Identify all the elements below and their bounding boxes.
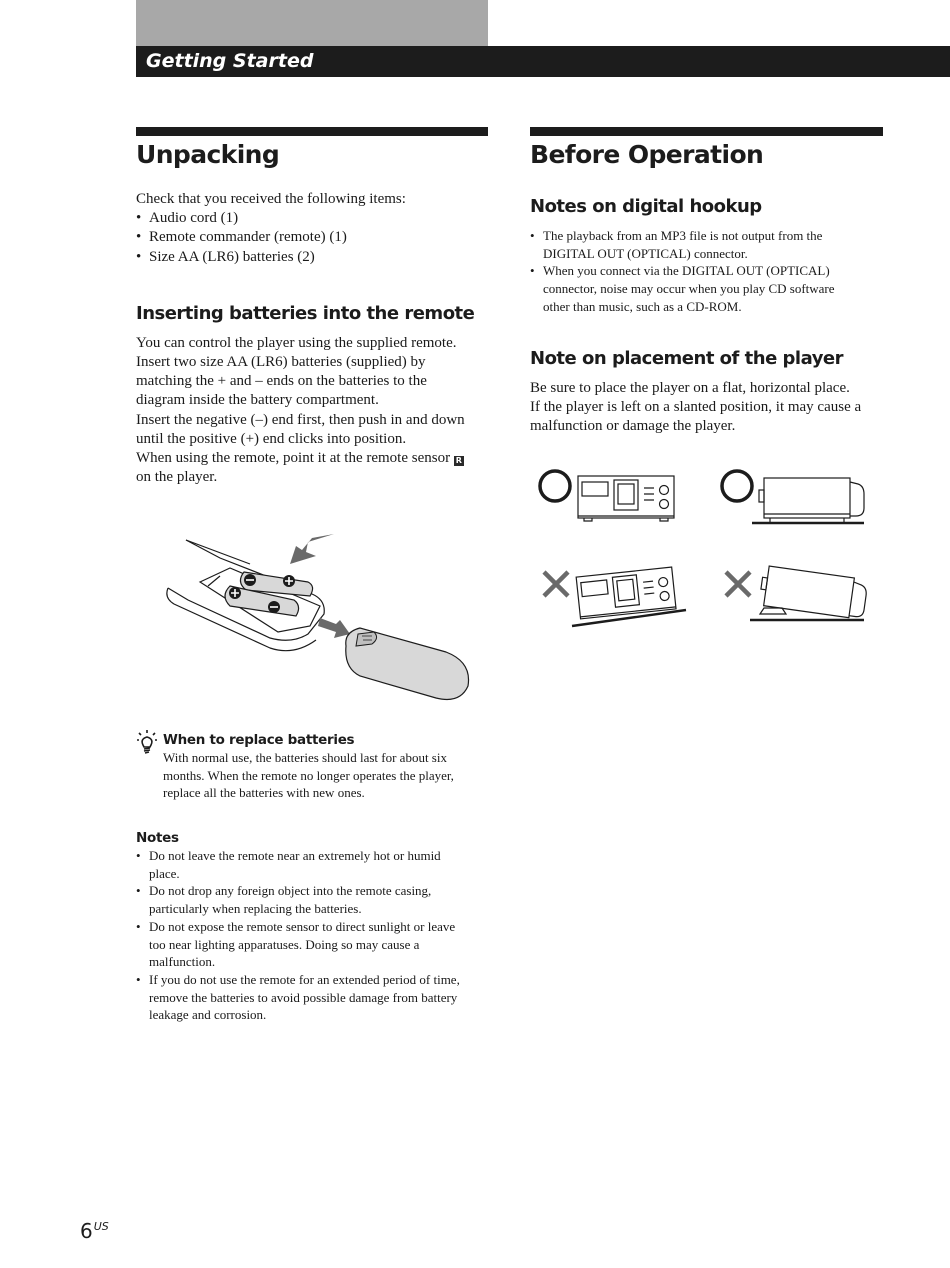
list-item	[136, 882, 488, 917]
text-line: until the positive (+) end clicks into position.	[136, 430, 407, 447]
unpacking-title: Unpacking	[136, 140, 280, 169]
player-side-tilted	[759, 565, 869, 619]
list-item	[136, 847, 488, 882]
left-column	[136, 127, 488, 487]
tip-body	[163, 749, 488, 802]
text-line: Be sure to place the player on a flat, horizontal place.	[530, 379, 850, 396]
unpacking-list	[136, 209, 488, 267]
heading-rule	[530, 127, 883, 136]
text-line: diagram inside the battery compartment.	[136, 392, 379, 409]
page-number	[80, 1219, 109, 1243]
inserting-title: Inserting batteries into the remote	[136, 302, 475, 324]
placement-body	[530, 379, 883, 437]
text-line: • When you connect via the DIGITAL OUT (OPTICAL)	[543, 263, 830, 279]
section-title: Getting Started	[146, 50, 314, 72]
text-line: If the player is left on a slanted position, it may cause a	[530, 398, 862, 415]
inserting-body	[136, 334, 488, 488]
text-line: Insert the negative (–) end first, then push in and down	[136, 411, 465, 428]
player-front-flat	[578, 476, 674, 521]
before-operation-title: Before Operation	[530, 140, 764, 169]
text-line: months. When the remote no longer operates the player,	[163, 767, 454, 783]
list-item	[136, 971, 488, 1024]
list-item	[530, 227, 883, 262]
lightbulb-icon	[136, 729, 158, 755]
notes-block	[136, 830, 488, 1024]
text-line	[136, 449, 488, 468]
notes-list	[136, 847, 488, 1024]
player-front-tilted	[576, 567, 676, 619]
text-line: You can control the player using the supplied remote.	[136, 334, 457, 351]
text-line: With normal use, the batteries should last for about six	[163, 750, 447, 765]
text-line: Insert two size AA (LR6) batteries (supplied) by	[136, 354, 426, 371]
tip-title: When to replace batteries	[163, 732, 355, 748]
list-item: • Remote commander (remote) (1)	[136, 228, 488, 247]
correct-circle-icon	[540, 471, 570, 501]
digital-hookup-list	[530, 227, 883, 316]
list-item	[530, 262, 883, 315]
text-line: • If you do not use the remote for an extended period of time,	[149, 971, 460, 987]
unpacking-intro: Check that you received the following items:	[136, 191, 406, 207]
placement-illustration	[530, 462, 890, 632]
placement-title: Note on placement of the player	[530, 347, 844, 369]
correct-circle-icon	[722, 471, 752, 501]
text-line: • Do not expose the remote sensor to direct sunlight or leave	[149, 918, 456, 934]
text-line: • The playback from an MP3 file is not output from the	[543, 228, 823, 243]
text-line: on the player.	[136, 469, 218, 486]
text-line: malfunction.	[149, 954, 216, 970]
text-line: leakage and corrosion.	[149, 1007, 267, 1023]
right-column	[530, 127, 883, 436]
list-item: • Audio cord (1)	[136, 209, 488, 228]
wrong-x-icon	[544, 572, 568, 596]
text-line: malfunction or damage the player.	[530, 417, 736, 434]
player-side-flat	[759, 478, 864, 522]
pointing-text: When using the remote, point it at the remote sensor	[136, 450, 451, 467]
tip-block	[136, 729, 488, 802]
text-line: • Do not leave the remote near an extremely hot or humid	[149, 848, 441, 863]
digital-hookup-title: Notes on digital hookup	[530, 196, 762, 217]
text-line: other than music, such as a CD-ROM.	[543, 298, 742, 314]
list-item: • Size AA (LR6) batteries (2)	[136, 248, 488, 267]
grey-header-tab	[136, 0, 488, 46]
unpacking-body	[136, 190, 488, 267]
section-header-bar	[136, 46, 950, 77]
text-line: connector, noise may occur when you play CD software	[543, 281, 835, 297]
wrong-x-icon	[726, 572, 750, 596]
text-line: DIGITAL OUT (OPTICAL) connector.	[543, 245, 748, 261]
heading-rule	[136, 127, 488, 136]
remote-sensor-icon: R	[455, 456, 462, 466]
remote-battery-illustration	[160, 528, 480, 708]
text-line: replace all the batteries with new ones.	[163, 785, 365, 801]
text-line: too near lighting apparatuses. Doing so may cause a	[149, 936, 420, 952]
page-number-suffix: US	[93, 1220, 109, 1233]
text-line: remove the batteries to avoid possible damage from battery	[149, 989, 458, 1005]
text-line: place.	[149, 865, 180, 881]
text-line: • Do not drop any foreign object into the remote casing,	[149, 883, 432, 899]
page-number-value: 6	[80, 1219, 93, 1243]
notes-title: Notes	[136, 830, 179, 846]
text-line: matching the + and – ends on the batteries to the	[136, 373, 427, 390]
list-item	[136, 918, 488, 971]
text-line: particularly when replacing the batteries.	[149, 901, 362, 917]
